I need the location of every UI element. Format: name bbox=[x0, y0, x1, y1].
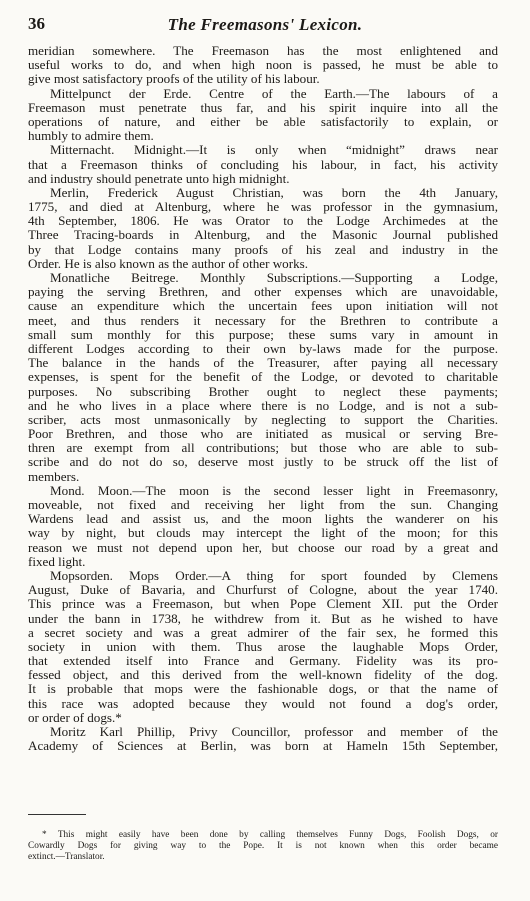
text-line: this race was adopted because they would not found a dog's order, bbox=[28, 696, 498, 711]
text-line: scriber, acts most unmasonically by neglecting to support the Charities. bbox=[28, 412, 498, 427]
text-line: way by night, but clouds may intercept the light of the moon; for this bbox=[28, 526, 498, 541]
text-line: that extended itself into France and Germany. Fidelity was its pro- bbox=[28, 654, 498, 669]
text-line: 4th September, 1806. He was Orator to the Lodge Archimedes at the bbox=[28, 214, 498, 229]
text-line: The balance in the hands of the Treasurer, after paying all necessary bbox=[28, 356, 498, 371]
text-line: or order of dogs.* bbox=[28, 710, 122, 725]
text-line: by that Lodge contains many proofs of his zeal and industry in the bbox=[28, 242, 498, 257]
entry-heading-line: Mittelpunct der Erde. Centre of the Earth.—The labours of a bbox=[50, 86, 498, 101]
text-line: that a Freemason thinks of concluding his labour, in fact, his activity bbox=[28, 157, 498, 172]
footnote-line: * This might easily have been done by calling themselves Funny Dogs, Foolish Dogs, or bbox=[42, 830, 498, 840]
text-line: society in union with them. Thus arose the laughable Mops Order, bbox=[28, 639, 498, 654]
entry-heading-line: Merlin, Frederick August Christian, was born the 4th January, bbox=[50, 185, 498, 200]
text-line: Order. He is also known as the author of other works. bbox=[28, 256, 309, 271]
text-line: Wardens lead and assist us, and the moon lights the wanderer on his bbox=[28, 512, 498, 527]
footnote-rule bbox=[28, 814, 86, 815]
running-title: The Freemasons' Lexicon. bbox=[167, 15, 363, 34]
text-line: paying the serving Brethren, and other expenses which are unavoidable, bbox=[28, 285, 498, 300]
text-line: Poor Brethren, and those who are initiated as musical or serving Bre- bbox=[28, 427, 498, 442]
running-header bbox=[0, 14, 530, 36]
text-line: useful works to do, and when high noon is passed, he must be able to bbox=[28, 58, 498, 73]
text-line: August, Duke of Bavaria, and Churfurst of Cologne, about the year 1740. bbox=[28, 583, 498, 598]
text-line: members. bbox=[28, 469, 80, 484]
entry-heading-line: Mitternacht. Midnight.—It is only when “midnight” draws near bbox=[50, 143, 498, 158]
text-line: fessed object, and this derived from the well-known fidelity of the dog. bbox=[28, 668, 498, 683]
text-line: and industry should penetrate unto high midnight. bbox=[28, 171, 290, 186]
text-line: meet, and thus renders it necessary for the Brethren to contribute a bbox=[28, 313, 498, 328]
text-line: purposes. No subscribing Brother ought to neglect these payments; bbox=[28, 384, 498, 399]
text-line: This prince was a Freemason, but when Pope Clement XII. put the Order bbox=[28, 597, 498, 612]
page-number: 36 bbox=[28, 14, 45, 33]
footnote-line: Cowardly Dogs for giving way to the Pope. It is not known when this order became bbox=[28, 841, 498, 851]
text-line: thren are exempt from all contributions; but those who are able to sub- bbox=[28, 441, 498, 456]
text-line: meridian somewhere. The Freemason has the most enlightened and bbox=[28, 44, 498, 58]
text-line: scribe and do not do so, deserve most justly to be struck off the list of bbox=[28, 455, 498, 470]
text-line: Freemason must penetrate thus far, and his spirit inquire into all the bbox=[28, 100, 498, 115]
text-line: Three Tracing-boards in Altenburg, and the Masonic Journal published bbox=[28, 228, 498, 243]
text-line: humbly to admire them. bbox=[28, 129, 154, 144]
text-line: different Lodges according to their own by-laws made for the purpose. bbox=[28, 341, 498, 356]
entry-heading-line: Mopsorden. Mops Order.—A thing for sport founded by Clemens bbox=[50, 568, 498, 583]
text-line: It is probable that mops were the fashionable dogs, or that the name of bbox=[28, 682, 498, 697]
text-line: reason we must not depend upon her, but choose our road by a great and bbox=[28, 540, 498, 555]
text-line: moveable, not fixed and receiving her light from the sun. Changing bbox=[28, 498, 498, 512]
text-line: fixed light. bbox=[28, 554, 86, 569]
text-line: give most satisfactory proofs of the utility of his labour. bbox=[28, 72, 320, 87]
text-line: cause an expenditure which the uncertain fees upon initiation will not bbox=[28, 299, 498, 314]
text-line: and he who lives in a place where there is no Lodge, and is not a sub- bbox=[28, 398, 498, 413]
text-line: Academy of Sciences at Berlin, was born at Hameln 15th September, bbox=[28, 739, 498, 754]
text-line: small sum monthly for this purpose; these sums vary in amount in bbox=[28, 327, 498, 342]
entry-heading-line: Mond. Moon.—The moon is the second lesser light in Freemasonry, bbox=[50, 483, 498, 498]
footnote-line: extinct.—Translator. bbox=[28, 852, 105, 862]
text-line: expenses, is spent for the benefit of the Lodge, or devoted to charitable bbox=[28, 370, 498, 385]
entry-heading-line: Moritz Karl Phillip, Privy Councillor, professor and member of the bbox=[50, 725, 498, 739]
text-line: 1775, and died at Altenburg, where he was professor in the gymnasium, bbox=[28, 200, 498, 215]
body-text bbox=[28, 44, 498, 753]
text-line: a secret society and was a great admirer of the fair sex, he formed this bbox=[28, 625, 498, 640]
entry-heading-line: Monatliche Beitrege. Monthly Subscriptions.—Supporting a Lodge, bbox=[50, 271, 498, 285]
text-line: operations of nature, and either be able satisfactorily to explain, or bbox=[28, 114, 498, 129]
footnote bbox=[28, 830, 498, 863]
text-line: under the bann in 1738, he withdrew from it. But as he wished to have bbox=[28, 611, 498, 626]
